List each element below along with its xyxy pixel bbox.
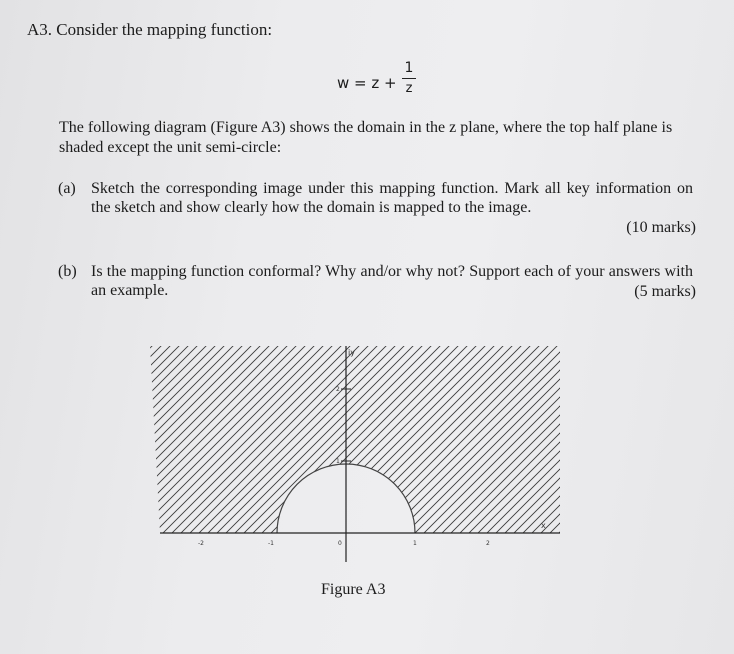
part-a-marks: (10 marks) xyxy=(626,219,696,236)
hatch-line xyxy=(213,250,563,600)
hatch-line xyxy=(0,250,311,600)
hatch-line xyxy=(0,250,113,600)
x-axis-label: x xyxy=(541,521,546,530)
hatch-line xyxy=(33,250,386,600)
x-tick-label-neg2: -2 xyxy=(198,540,204,547)
hatch-line xyxy=(348,250,698,600)
hatch-line xyxy=(0,250,167,600)
hatch-line xyxy=(231,250,581,600)
hatch-line xyxy=(384,250,734,600)
hatch-line xyxy=(492,250,734,600)
hatch-line xyxy=(105,250,455,600)
hatch-line xyxy=(312,250,662,600)
hatch-line xyxy=(474,250,734,600)
hatch-line xyxy=(0,250,302,600)
hatch-line xyxy=(0,250,122,600)
hatch-line xyxy=(96,250,446,600)
hatch-line xyxy=(321,250,671,600)
hatch-line xyxy=(0,250,104,600)
equation-lhs: w = z + xyxy=(337,74,397,92)
hatch-line xyxy=(0,250,194,600)
hatch-line xyxy=(0,250,140,600)
hatch-line xyxy=(60,250,410,600)
hatch-line xyxy=(0,250,176,600)
hatch-line xyxy=(375,250,725,600)
hatch-line xyxy=(6,250,356,600)
part-b-label: (b) xyxy=(58,263,77,280)
hatch-line xyxy=(0,250,239,600)
hatch-line xyxy=(276,250,626,600)
hatch-line xyxy=(267,250,617,600)
hatch-line xyxy=(330,250,680,600)
hatch-line xyxy=(249,250,599,600)
hatch-line xyxy=(222,250,572,600)
hatch-line xyxy=(357,250,707,600)
hatch-line xyxy=(123,250,473,600)
equation-denominator: z xyxy=(405,81,413,96)
x-tick-label-2: 2 xyxy=(486,540,490,547)
hatch-line xyxy=(186,250,536,600)
hatch-line xyxy=(0,250,50,600)
hatch-line xyxy=(393,250,734,600)
equation-numerator: 1 xyxy=(404,60,414,76)
hatch-line xyxy=(0,250,212,600)
hatch-line xyxy=(0,250,59,600)
part-a-label: (a) xyxy=(58,180,76,197)
hatch-line xyxy=(0,250,86,600)
hatch-line xyxy=(0,250,275,600)
hatch-line xyxy=(159,250,509,600)
part-b-marks: (5 marks) xyxy=(634,283,696,300)
y-tick-label-2: 2 xyxy=(336,386,340,393)
hatch-line xyxy=(0,250,68,600)
hatch-line xyxy=(258,250,608,600)
hatch-line xyxy=(438,250,734,600)
hatch-line xyxy=(402,250,734,600)
hatch-line xyxy=(69,250,419,600)
hatch-line xyxy=(0,250,338,600)
hatch-line xyxy=(0,250,95,600)
hatch-line xyxy=(303,250,653,600)
figure-caption: Figure A3 xyxy=(321,581,386,598)
x-tick-label-1: 1 xyxy=(413,540,417,547)
hatch-line xyxy=(87,250,437,600)
hatch-line xyxy=(195,250,545,600)
shaded-domain-hatching xyxy=(0,250,734,600)
hatch-line xyxy=(429,250,734,600)
question-title: A3. Consider the mapping function: xyxy=(27,20,273,39)
y-tick-label-1: 1 xyxy=(336,458,340,465)
hatch-line xyxy=(132,250,482,600)
hatch-line xyxy=(0,250,347,600)
hatch-line xyxy=(339,250,689,600)
hatch-line xyxy=(177,250,527,600)
question-intro: The following diagram (Figure A3) shows the domain in the z plane, where the top half plane is shaded except the unit semi-circle: xyxy=(59,119,673,156)
hatch-line xyxy=(78,250,428,600)
hatch-line xyxy=(15,250,365,600)
hatch-line xyxy=(24,250,374,600)
hatch-line xyxy=(0,250,221,600)
hatch-line xyxy=(0,250,149,600)
hatch-line xyxy=(0,250,320,600)
hatch-line xyxy=(141,250,491,600)
x-tick-label-0: 0 xyxy=(338,540,342,547)
hatch-line xyxy=(114,250,464,600)
hatch-line xyxy=(0,250,131,600)
hatch-line xyxy=(483,250,734,600)
hatch-line xyxy=(420,250,734,600)
hatch-line xyxy=(447,250,734,600)
hatch-line xyxy=(366,250,716,600)
hatch-line xyxy=(0,250,158,600)
hatch-line xyxy=(204,250,554,600)
hatch-line xyxy=(0,250,248,600)
hatch-line xyxy=(0,250,293,600)
hatch-line xyxy=(168,250,518,600)
hatch-line xyxy=(42,250,392,600)
hatch-line xyxy=(150,250,500,600)
hatch-line xyxy=(51,250,401,600)
hatch-line xyxy=(285,250,635,600)
part-a-text: Sketch the corresponding image under this mapping function. Mark all key information on the sketch and show clearly how the domain is mapped to the image. xyxy=(91,180,693,216)
x-tick-label-neg1: -1 xyxy=(268,540,274,547)
y-axis-label: iy xyxy=(348,348,355,357)
hatch-line xyxy=(0,250,230,600)
hatch-line xyxy=(0,250,284,600)
hatch-line xyxy=(0,250,257,600)
hatch-line xyxy=(456,250,734,600)
hatch-line xyxy=(0,250,185,600)
part-b-text: Is the mapping function conformal? Why and/or why not? Support each of your answers with an example. xyxy=(91,263,693,299)
hatch-line xyxy=(240,250,590,600)
hatch-line xyxy=(0,250,77,600)
